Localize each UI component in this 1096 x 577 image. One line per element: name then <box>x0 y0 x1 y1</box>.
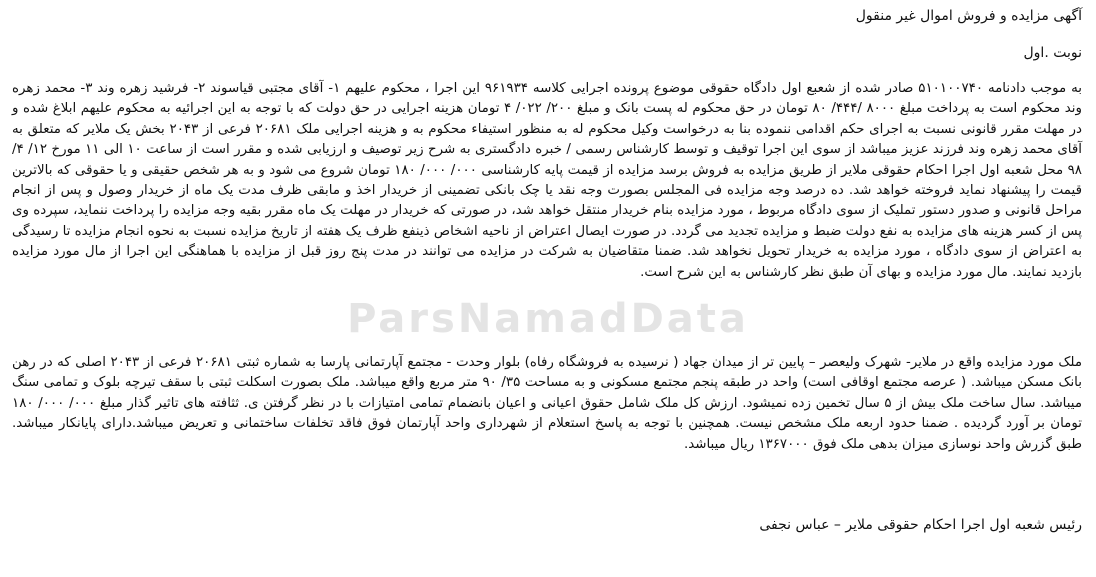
notice-paragraph-terms: به موجب دادنامه ۵۱۰۱۰۰۷۴۰ صادر شده از شعبع اول دادگاه حقوقی موضوع پرونده اجرایی کلاسه ۹۶۱۹۳۴ این اجرا ، محکوم علیهم ۱- آقای مجتبی قیاسوند ۲- فرشید زهره وند ۳- محمد زهره وند محکوم است به پرداخت مبلغ ۸۰۰۰ /۴۴۴/ ۸۰ تومان در حق محکوم له پست بانک و مبلغ ۲۰۰/ ۰۲۲/ ۴ تومان هزینه اجرایی در حق دولت که با توجه به این اجرائیه به محکوم علیهم ابلاغ شده و در مهلت مقرر قانونی نسبت به اجرای حکم اقدامی ننموده بنا به درخواست وکیل محکوم له به منظور استیفاء محکوم به و هزینه اجرایی ملک ۲۰۶۸۱ فرعی از ۲۰۴۳ بخش یک ملایر که متعلق به آقای محمد زهره وند فرزند عزیز میباشد از سوی این اجرا توقیف و توسط کارشناس رسمی / خبره دادگستری به شرح زیر توصیف و ارزیابی شده و مقرر است از ساعت ۱۰ الی ۱۱ مورخ ۱۲/ ۴/ ۹۸ محل شعبه اول اجرا احکام حقوقی ملایر از طریق مزایده به فروش برسد مزایده از قیمت پایه کارشناسی ۰۰۰/ ۰۰۰/ ۱۸۰ تومان شروع می شود و به هر شخص حقیقی و یا حقوقی که بالاترین قیمت را پیشنهاد نماید فروخته خواهد شد. ده درصد وجه مزایده فی المجلس بصورت وجه نقد یا چک بانکی تضمینی از خریدار اخذ و مابقی ظرف مدت یک ماه از خریدار وصول و پس از انجام مراحل قانونی و صدور دستور تملیک از سوی دادگاه مربوط ، مورد مزایده بنام خریدار منتقل خواهد شد، در صورتی که خریدار در مهلت یک ماه مقرر بقیه وجه مزایده را پرداخت ننماید، سپرده وی پس از کسر هزینه های مزایده به نفع دولت ضبط و مزایده تجدید می گردد. در صورت ایصال اعتراض از ناحیه اشخاص ذینفع ظرف یک هفته از تاریخ مزایده نسبت به نحوه انجام مزایده تا رسیدگی به اعتراض از سوی دادگاه ، مورد مزایده به خریدار تحویل نخواهد شد. ضمنا متقاضیان به شرکت در مزایده می توانند در مدت پنج روز قبل از مزایده با هماهنگی این اجرا از مال مورد مزایده بازدید نمایند. مال مورد مزایده و بهای آن طبق نظر کارشناس به این شرح است. <box>12 81 1083 280</box>
notice-paragraph-property: ملک مورد مزایده واقع در ملایر- شهرک ولیعصر – پایین تر از میدان جهاد ( نرسیده به فروشگاه رفاه) بلوار وحدت - مجتمع آپارتمانی پارسا به شماره ثبتی ۲۰۶۸۱ فرعی از ۲۰۴۳ اصلی که در رهن بانک مسکن میباشد. ( عرصه مجتمع اوقافی است) واحد در طبقه پنجم مجتمع مسکونی و به مساحت ۳۵/ ۹۰ متر مربع واقع میباشد. ملک بصورت اسکلت ثبتی با سقف تیرچه بلوک و تمامی سنگ میباشد. سال ساخت ملک بیش از ۵ سال تخمین زده نمیشود. ارزش کل ملک شامل حقوق اعیانی و اعیان بانضمام تمامی امتیازات با در نظر گرفتن ی. ثثافته های تاثیر گذار مبلغ ۰۰۰/ ۰۰۰/ ۱۸۰ تومان بر آورد گردیده . ضمنا حدود اربعه ملک مشخص نیست. همچنین با توجه به پاسخ استعلام از شهرداری واحد آپارتمان فوق فاقد تخلفات ساختمانی و تعریض میباشد.دارای پایانکار میباشد. طبق گزرش واحد نوسازی میزان بدهی ملک فوق ۱۳۶۷۰۰۰ ریال میباشد. <box>12 355 1082 452</box>
notice-round: نوبت .اول <box>1023 45 1082 61</box>
notice-signature: رئیس شعبه اول اجرا احکام حقوقی ملایر – عباس نجفی <box>759 517 1082 533</box>
notice-title: آگهی مزایده و فروش اموال غیر منقول <box>855 8 1082 24</box>
watermark-text: ParsNamadData <box>347 296 749 342</box>
